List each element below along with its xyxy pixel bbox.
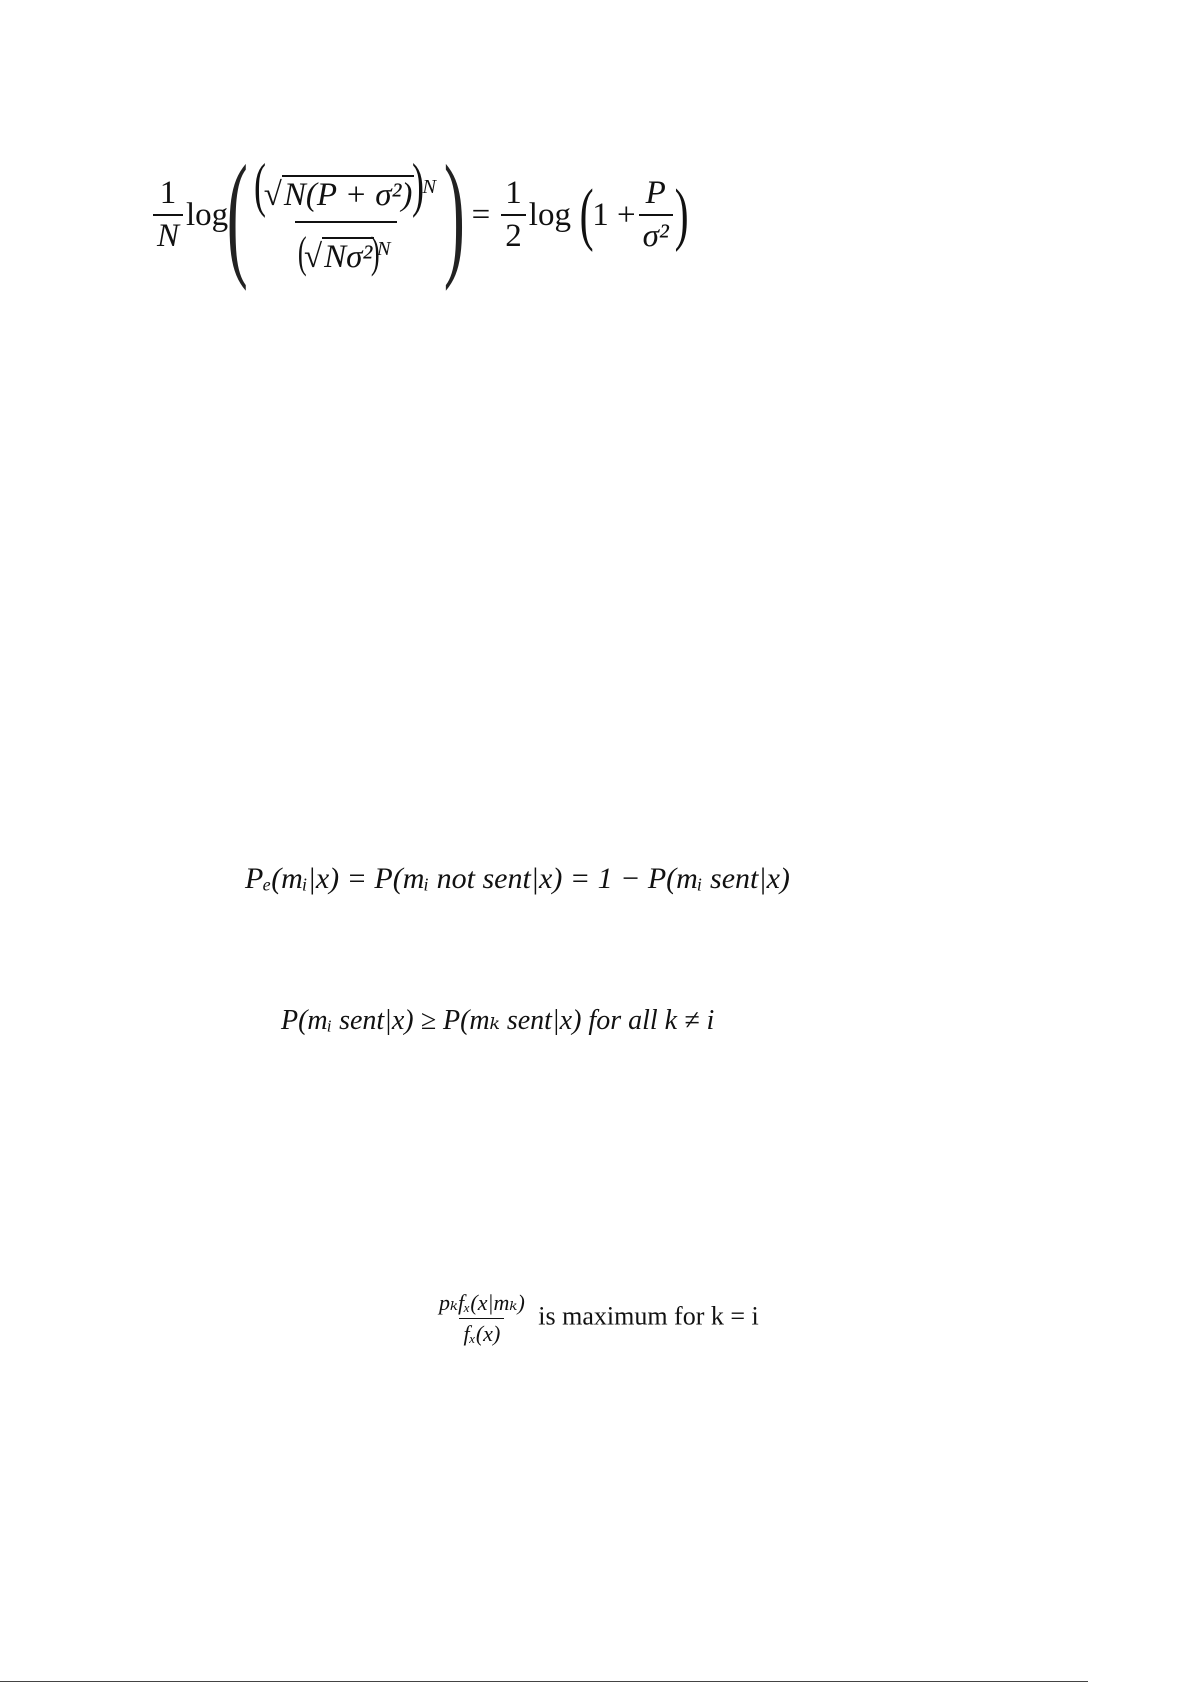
power-ratio-fraction bbox=[250, 151, 442, 277]
power-ratio-numerator: $(√N(P + \sigma^2))^N$ bbox=[253, 151, 437, 218]
numerator-exponent: N bbox=[422, 175, 437, 198]
snr-denominator: σ² bbox=[639, 214, 673, 255]
denominator-exponent: N bbox=[376, 237, 391, 260]
rhs-log-operator: log bbox=[528, 196, 571, 233]
left-big-paren: ( bbox=[227, 137, 248, 292]
log-operator: log bbox=[186, 196, 229, 233]
half-numerator: 1 bbox=[505, 175, 522, 211]
map-rule-equation bbox=[432, 1290, 759, 1347]
snr-fraction bbox=[639, 175, 673, 255]
capacity-equation: $\frac{1}{N}$ log ( $\frac{(√N(P + \sigma^2))^N}{(√N\sigma^2)^N}$ ) = $\frac{1}{2}$ log ( 1 + $\frac{P}{\text{σ²}}$ ) bbox=[150, 135, 687, 295]
one-half-fraction bbox=[501, 175, 526, 255]
numerator-radicand: N(P + σ²) bbox=[283, 176, 413, 213]
half-denominator: 2 bbox=[501, 214, 526, 255]
posterior-numerator: pₖfₓ(x|mₖ) bbox=[439, 1290, 525, 1315]
fraction-numerator: 1 bbox=[159, 175, 177, 211]
right-big-paren: ) bbox=[443, 137, 465, 292]
snr-numerator: P bbox=[645, 175, 666, 211]
power-ratio-denominator: $(√N\sigma^2)^N$ bbox=[295, 221, 396, 276]
decision-rule-equation: P(mᵢ sent|x) ≥ P(mₖ sent|x) for all k ≠ i bbox=[281, 1005, 715, 1036]
fraction-denominator: N bbox=[153, 214, 183, 255]
posterior-denominator: fₓ(x) bbox=[459, 1318, 504, 1347]
denominator-radicand: Nσ² bbox=[324, 238, 373, 275]
posterior-fraction bbox=[435, 1290, 529, 1347]
page-bottom-rule bbox=[0, 1681, 1088, 1682]
one-plus: 1 + bbox=[592, 196, 636, 233]
map-rule-text: is maximum for k = i bbox=[538, 1301, 759, 1331]
error-probability-equation: Pₑ(mᵢ|x) = P(mᵢ not sent|x) = 1 − P(mᵢ sent|x) bbox=[245, 862, 790, 895]
one-over-n-fraction bbox=[153, 175, 183, 255]
equals-sign: = bbox=[471, 196, 491, 233]
